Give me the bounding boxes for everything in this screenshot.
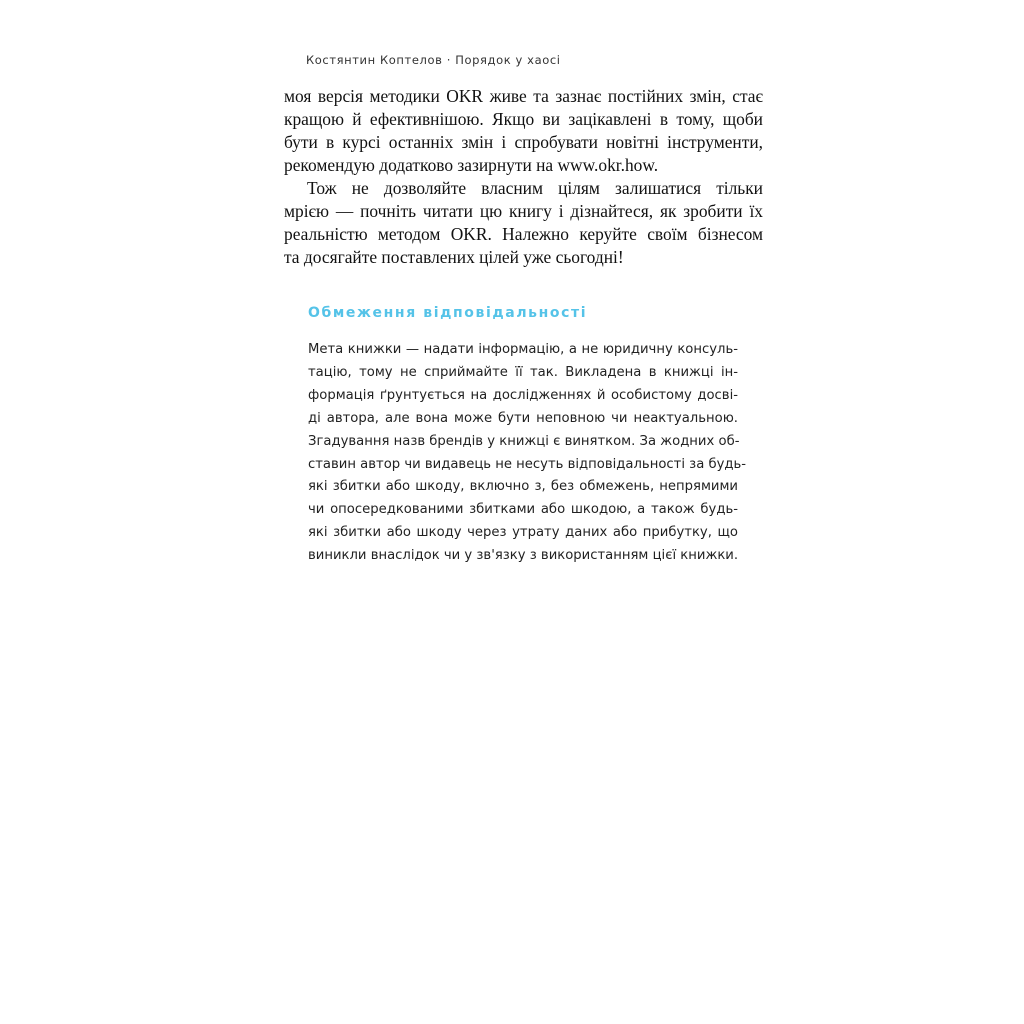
body-line: реальністю методом OKR. Належно керуйте своїм бізнесом	[284, 224, 763, 244]
disclaimer-line: чи опосередкованими збитками або шкодою, а також будь-	[308, 502, 738, 518]
body-line: мрією — почніть читати цю книгу і дізнайтеся, як зробити їх	[284, 201, 763, 221]
disclaimer-line: які збитки або шкоду, включно з, без обмежень, непрямими	[308, 479, 738, 495]
disclaimer-line: виникли внаслідок чи у зв'язку з використанням цієї книжки.	[308, 548, 739, 564]
running-head: Костянтин Коптелов · Порядок у хаосі	[306, 53, 561, 67]
body-line: рекомендую додатково зазирнути на www.okr.how.	[284, 155, 659, 175]
disclaimer-line: Згадування назв брендів у книжці є винятком. За жодних об-	[308, 433, 740, 449]
disclaimer-line: ді автора, але вона може бути неповною чи неактуальною.	[308, 410, 738, 426]
disclaimer-line: тацію, тому не сприймайте її так. Викладена в книжці ін-	[308, 364, 738, 380]
disclaimer-line: ставин автор чи видавець не несуть відповідальності за будь-	[308, 456, 747, 472]
disclaimer-line: Мета книжки — надати інформацію, а не юридичну консуль-	[308, 342, 738, 357]
body-paragraphs	[284, 85, 763, 269]
body-line: бути в курсі останніх змін і спробувати новітні інструменти,	[284, 132, 763, 152]
disclaimer-body	[308, 339, 747, 568]
body-line: Тож не дозволяйте власним цілям залишатися тільки	[307, 178, 763, 198]
disclaimer-title: Обмеження відповідальності	[308, 305, 588, 321]
disclaimer-line: які збитки або шкоду через утрату даних або прибутку, що	[308, 525, 738, 541]
disclaimer-line: формація ґрунтується на дослідженнях й особистому досві-	[308, 387, 738, 403]
body-line: кращою й ефективнішою. Якщо ви зацікавлені в тому, щоби	[284, 109, 763, 129]
body-line: та досягайте поставлених цілей уже сьогодні!	[284, 247, 624, 267]
body-line: моя версія методики OKR живе та зазнає постійних змін, стає	[284, 86, 763, 106]
